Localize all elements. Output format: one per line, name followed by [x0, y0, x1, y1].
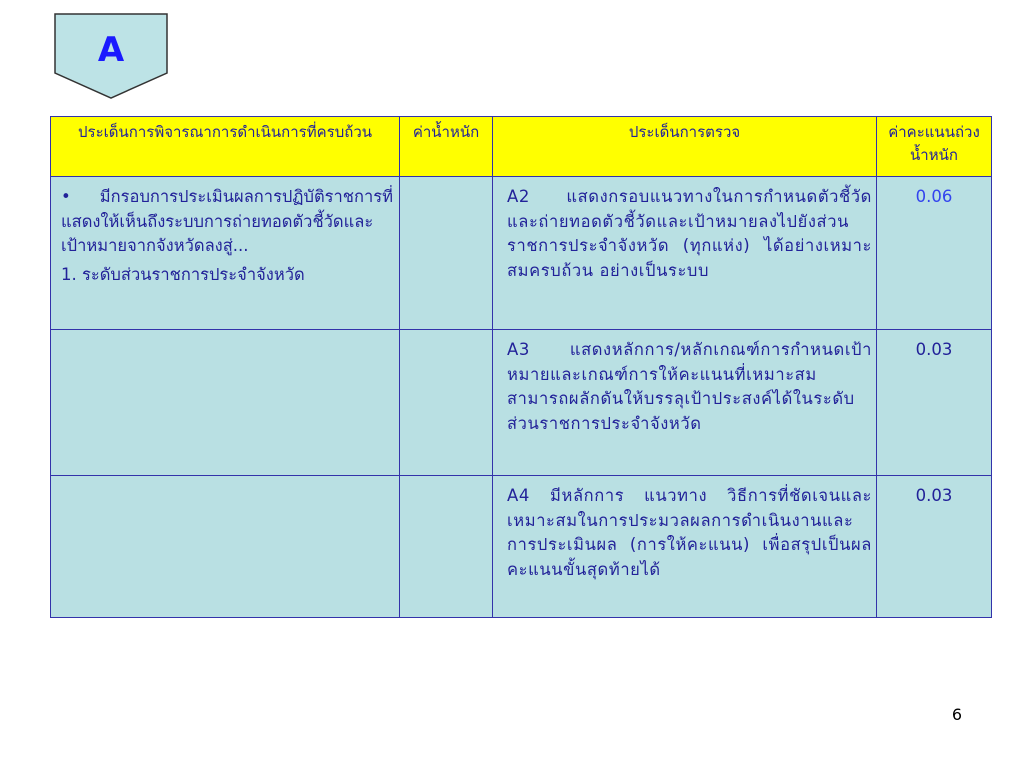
- weight-cell: [400, 476, 493, 618]
- issue-cell: A4 มีหลักการ แนวทาง วิธีการที่ชัดเจนและเหมาะสมในการประมวลผลการดำเนินงานและการประเมินผล (การให้คะแนน) เพื่อสรุปเป็นผลคะแนนขั้นสุดท้ายได้: [493, 476, 877, 618]
- header-weighted-score: ค่าคะแนนถ่วงน้ำหนัก: [877, 117, 992, 177]
- table-row: [51, 330, 992, 476]
- header-weight: ค่าน้ำหนัก: [400, 117, 493, 177]
- weight-cell: [400, 177, 493, 330]
- page-number: 6: [951, 705, 963, 724]
- criteria-subitem: 1. ระดับส่วนราชการประจำจังหวัด: [61, 264, 305, 284]
- header-criteria: ประเด็นการพิจารณาการดำเนินการที่ครบถ้วน: [51, 117, 400, 177]
- criteria-text: • มีกรอบการประเมินผลการปฏิบัติราชการที่แสดงให้เห็นถึงระบบการถ่ายทอดตัวชี้วัดและเป้าหมายจากจังหวัดลงสู่...: [61, 187, 393, 255]
- section-letter: A: [97, 30, 125, 70]
- table-row: [51, 476, 992, 618]
- weight-cell: [400, 330, 493, 476]
- score-cell: 0.06: [877, 177, 992, 330]
- table-header-row: [51, 117, 992, 177]
- issue-cell: A3 แสดงหลักการ/หลักเกณฑ์การกำหนดเป้าหมายและเกณฑ์การให้คะแนนที่เหมาะสม สามารถผลักดันให้บรรลุเป้าประสงค์ได้ในระดับส่วนราชการประจำจังหวัด: [493, 330, 877, 476]
- header-issues: ประเด็นการตรวจ: [493, 117, 877, 177]
- criteria-cell: [51, 330, 400, 476]
- issue-cell: A2 แสดงกรอบแนวทางในการกำหนดตัวชี้วัด และถ่ายทอดตัวชี้วัดและเป้าหมายลงไปยังส่วนราชการประจำจังหวัด (ทุกแห่ง) ได้อย่างเหมาะสมครบถ้วน อย่างเป็นระบบ: [493, 177, 877, 330]
- table-row: [51, 177, 992, 330]
- evaluation-table: [50, 116, 992, 618]
- section-badge: [54, 13, 168, 99]
- score-cell: 0.03: [877, 330, 992, 476]
- score-cell: 0.03: [877, 476, 992, 618]
- criteria-cell: [51, 476, 400, 618]
- criteria-cell: [51, 177, 400, 330]
